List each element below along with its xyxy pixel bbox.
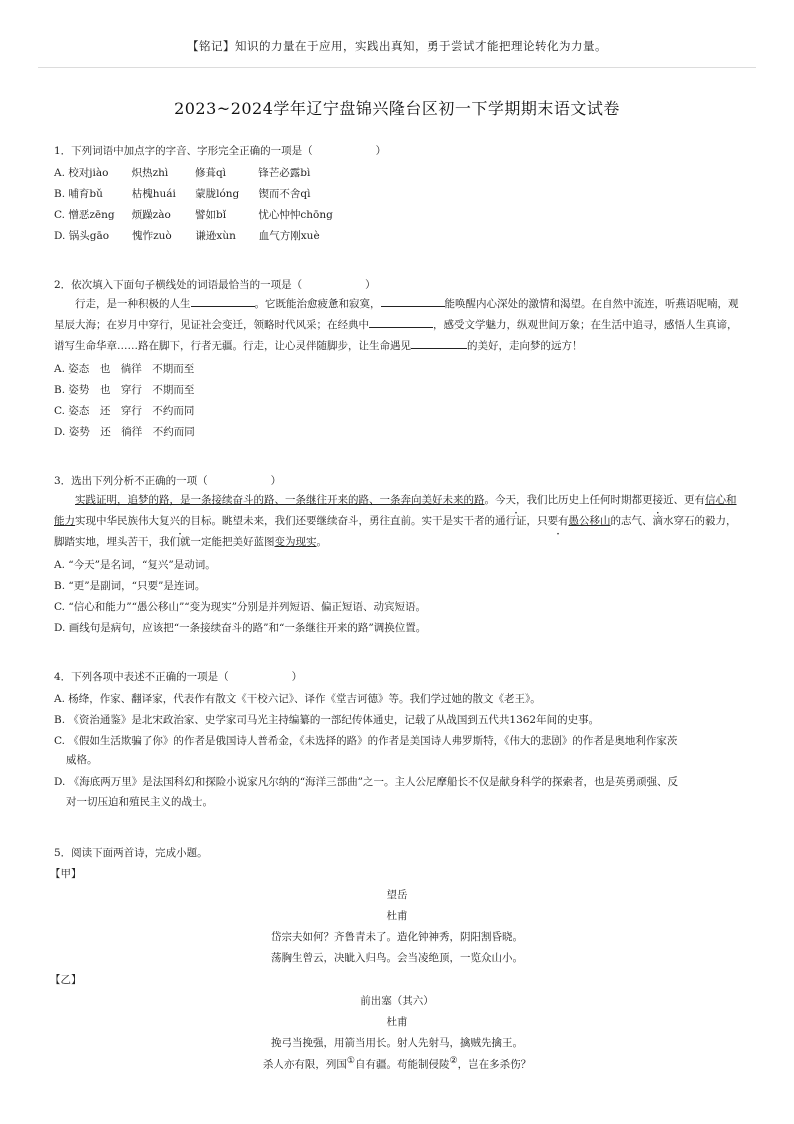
question-5-stem: 5．阅读下面两首诗，完成小题。 <box>54 847 208 859</box>
underlined-sentence: 实践证明，追梦的路，是一条接续奋斗的路、一条继往开来的路、一条奔向美好未来的路 <box>75 494 485 506</box>
question-3-option-b: B. “更”是副词，“只要”是连词。 <box>54 580 206 592</box>
blank-1 <box>191 296 255 307</box>
poem-b-label: 【乙】 <box>50 974 82 986</box>
question-4-stem: 4．下列各项中表述不正确的一项是（ ） <box>54 671 303 683</box>
question-2-stem: 2．依次填入下面句子横线处的词语最恰当的一项是（ ） <box>54 279 376 291</box>
question-2-option-b: B. 姿势 也 穿行 不期而至 <box>54 384 195 396</box>
question-4-option-c: C. 《假如生活欺骗了你》的作者是俄国诗人普希金，《未选择的路》的作者是美国诗人弗罗斯特，《伟大的悲剧》的作者是奥地利作家茨 <box>54 735 678 747</box>
question-3-option-d: D. 画线句是病句，应该把“一条接续奋斗的路”和“一条继往开来的路”调换位置。 <box>54 622 427 634</box>
question-2-option-c: C. 姿态 还 穿行 不约而同 <box>54 405 195 417</box>
poem-b-title: 前出塞（其六） <box>360 995 434 1007</box>
question-2-option-d: D. 姿势 还 徜徉 不约而同 <box>54 426 195 438</box>
question-2-option-a: A. 姿态 也 徜徉 不期而至 <box>54 363 195 375</box>
question-4-option-d: D. 《海底两万里》是法国科幻和探险小说家凡尔纳的“海洋三部曲”之一。主人公尼摩船长不仅是献身科学的探索者，也是英勇顽强、反 <box>54 776 678 788</box>
question-2-passage: 行走，是一种积极的人生 。它既能治愈疲惫和寂寞， 能唤醒内心深处的激情和渴望。在自然中流连，听燕语呢喃，观星辰大海；在岁月中穿行，见证社会变迁，领略时代风采；在经典中 ，感受文学魅力，纵观世间万象；在生活中追寻，感悟人生真谛，谱写生命华章……路在脚下，行者无疆。行走，让心灵伴随脚步，让生命遇见 的美好，走向梦的远方！ <box>54 298 739 352</box>
motto-banner: 【铭记】知识的力量在于应用，实践出真知，勇于尝试才能把理论转化为力量。 <box>187 39 607 53</box>
poem-a-title: 望岳 <box>386 889 408 901</box>
question-3-passage: 实践证明，追梦的路，是一条接续奋斗的路、一条继往开来的路、一条奔向美好未来的路。今天，我们比历史上任何时期都更接近、更有信心和能力实现中华民族伟大复兴的目标。眺望未来，我们还要继续奋斗，勇往直前。实干是实干者的通行证，只要有愚公移山的志气、滴水穿石的毅力，脚踏实地，埋头苦干，我们就一定能把美好蓝图变为现实。 <box>54 494 737 548</box>
poem-a-author: 杜甫 <box>386 910 408 922</box>
poem-b-line-1: 挽弓当挽强，用箭当用长。射人先射马，擒贼先擒王。 <box>271 1037 523 1049</box>
footnote-marker-2: ② <box>449 1056 458 1066</box>
poem-b-line-2: 杀人亦有限，列国①自有疆。苟能制侵陵②，岂在多杀伤？ <box>262 1056 532 1071</box>
poem-a-line-2: 荡胸生曾云，决眦入归鸟。会当凌绝顶，一览众山小。 <box>271 952 523 964</box>
question-1-option-d: D. 锅头gāo 愧怍zuò 谦逊xùn 血气方刚xuè <box>54 230 320 242</box>
question-1-stem: 1．下列词语中加点字的字音、字形完全正确的一项是（ ） <box>54 145 387 157</box>
question-4-option-a: A. 杨绛，作家、翻译家，代表作有散文《干校六记》、译作《堂吉诃德》等。我们学过她的散文《老王》。 <box>54 693 541 705</box>
question-4-option-d-cont: 对一切压迫和殖民主义的战士。 <box>66 796 213 808</box>
question-1-option-a: A. 校对jiào 炽热zhì 修葺qì 锋芒必露bì <box>54 167 311 179</box>
question-3-option-a: A. “今天”是名词，“复兴”是动词。 <box>54 559 216 571</box>
question-1-option-b: B. 哺育bǔ 枯槐huái 蒙胧lóng 锲而不舍qì <box>54 188 311 200</box>
blank-4 <box>411 338 467 349</box>
poem-b-author: 杜甫 <box>386 1016 408 1028</box>
poem-a-label: 【甲】 <box>50 868 82 880</box>
footnote-marker-1: ① <box>346 1056 355 1066</box>
question-3-stem: 3．选出下列分析不正确的一项（ ） <box>54 475 282 487</box>
question-4-option-c-cont: 威格。 <box>66 754 98 766</box>
poem-a-line-1: 岱宗夫如何？齐鲁青未了。造化钟神秀，阴阳割昏晓。 <box>271 931 523 943</box>
question-4-option-b: B. 《资治通鉴》是北宋政治家、史学家司马光主持编纂的一部纪传体通史，记载了从战国到五代共1362年间的史事。 <box>54 714 600 726</box>
blank-2 <box>381 296 445 307</box>
exam-title: 2023~2024学年辽宁盘锦兴隆台区初一下学期期末语文试卷 <box>174 99 620 118</box>
question-3-option-c: C. “信心和能力”“愚公移山”“变为现实”分别是并列短语、偏正短语、动宾短语。 <box>54 601 427 613</box>
question-1-option-c: C. 憎恶zēng 烦躁zào 譬如bǐ 忧心忡忡chōng <box>54 209 333 221</box>
blank-3 <box>369 317 433 328</box>
header-divider <box>38 67 756 68</box>
